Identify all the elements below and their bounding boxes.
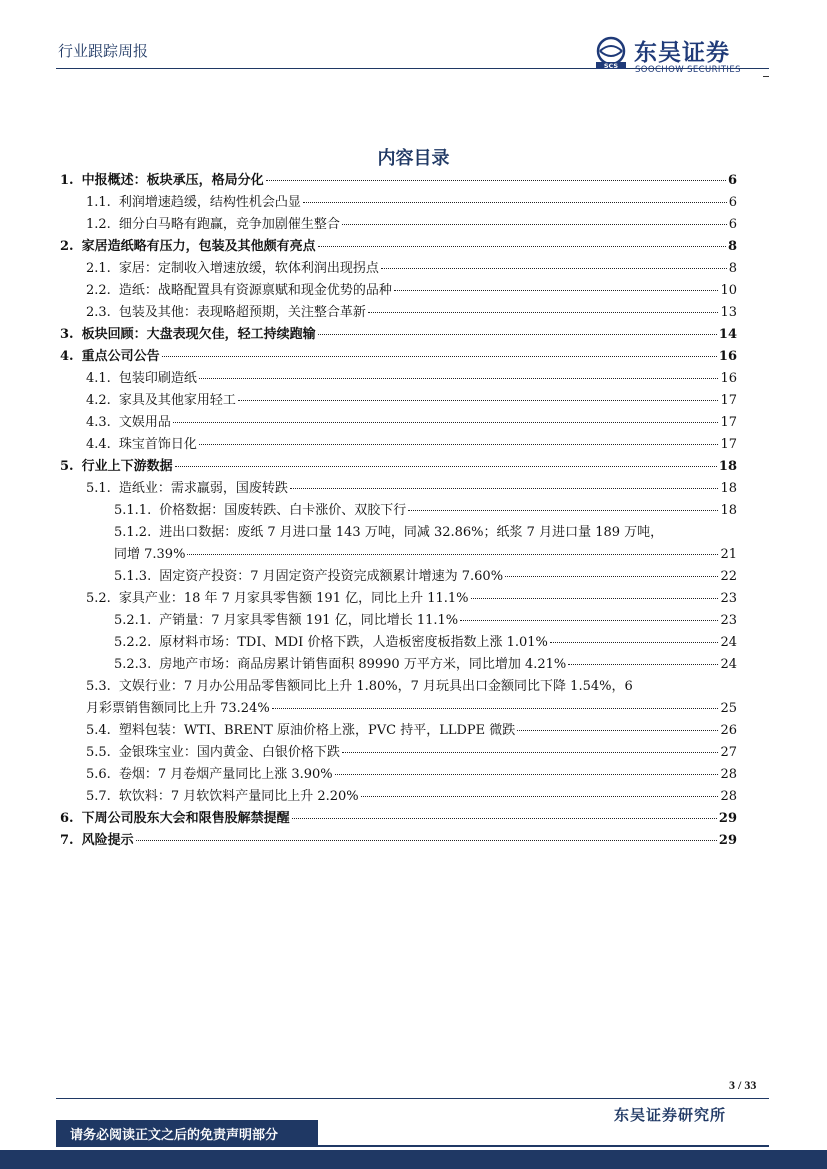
toc-entry-number: 4.4. (86, 437, 111, 452)
toc-title: 内容目录 (377, 148, 450, 169)
toc-leader-dots (517, 730, 718, 731)
toc-entry[interactable] (60, 588, 737, 610)
toc-entry-page: 16 (720, 371, 737, 386)
footer-institute: 东吴证券研究所 (614, 1106, 727, 1124)
toc-entry-page: 21 (720, 547, 737, 562)
toc-entry-text: 进出口数据：废纸 7 月进口量 143 万吨，同减 32.86%；纸浆 7 月进口量 189 万吨， (159, 525, 664, 540)
toc-entry-text: 家居：定制收入增速放缓，软体利润出现拐点 (118, 261, 379, 276)
toc-entry[interactable] (60, 544, 737, 566)
toc-entry-page: 29 (718, 833, 737, 848)
toc-entry-text: 固定资产投资：7 月固定资产投资完成额累计增速为 7.60% (159, 569, 504, 584)
header-tick (763, 76, 769, 77)
toc-entry-text: 造纸：战略配置具有资源禀赋和现金优势的品种 (118, 283, 392, 298)
toc-leader-dots (460, 620, 718, 621)
toc-entry-page: 6 (727, 173, 737, 188)
footer-divider (56, 1098, 769, 1099)
toc-leader-dots (303, 202, 727, 203)
toc-leader-dots (381, 268, 727, 269)
toc-entry-number: 2.1. (86, 261, 111, 276)
toc-entry-page: 22 (720, 569, 737, 584)
toc-leader-dots (408, 510, 718, 511)
toc-entry-text: 利润增速趋缓，结构性机会凸显 (118, 195, 301, 210)
toc-entry-number: 5.1.3. (114, 569, 152, 584)
toc-entry[interactable] (60, 632, 737, 654)
toc-entry-page: 8 (728, 261, 737, 276)
toc-entry-text: 板块回顾：大盘表现欠佳，轻工持续跑输 (81, 327, 316, 342)
toc-leader-dots (175, 466, 717, 467)
toc-entry-text: 包装印刷造纸 (118, 371, 197, 386)
toc-entry-text: 月彩票销售额同比上升 73.24% (86, 701, 270, 716)
toc-entry-text: 卷烟：7 月卷烟产量同比上涨 3.90% (118, 767, 333, 782)
toc-entry-number: 6. (60, 811, 74, 826)
toc-entry[interactable] (60, 346, 737, 368)
toc-leader-dots (318, 334, 717, 335)
toc-leader-dots (238, 400, 719, 401)
toc-entry-page: 26 (720, 723, 737, 738)
toc-entry-page: 18 (718, 459, 737, 474)
logo-mark-text: SCS (603, 62, 619, 70)
toc-entry[interactable] (60, 742, 737, 764)
page-number: 3 / 33 (729, 1078, 757, 1092)
toc-entry-text: 行业上下游数据 (81, 459, 173, 474)
toc-entry-number: 2.2. (86, 283, 111, 298)
toc-leader-dots (335, 774, 719, 775)
toc-entry-page: 17 (720, 437, 737, 452)
toc-entry-text: 文娱用品 (118, 415, 171, 430)
toc-entry-number: 5.7. (86, 789, 111, 804)
toc-leader-dots (136, 840, 717, 841)
toc-entry-number: 1.2. (86, 217, 111, 232)
brand-name-en: SOOCHOW SECURITIES (635, 65, 741, 75)
toc-entry-number: 4.3. (86, 415, 111, 430)
toc-entry-number: 5.2.1. (114, 613, 152, 628)
toc-entry[interactable] (60, 280, 737, 302)
toc-leader-dots (342, 224, 727, 225)
toc-entry-page: 17 (720, 415, 737, 430)
toc-leader-dots (471, 598, 719, 599)
toc-entry[interactable] (60, 258, 737, 280)
toc-leader-dots (318, 246, 726, 247)
toc-entry[interactable] (60, 698, 737, 720)
toc-leader-dots (173, 422, 719, 423)
disclaimer-text: 请务必阅读正文之后的免责声明部分 (70, 1128, 279, 1143)
toc-leader-dots (568, 664, 718, 665)
toc-entry-number: 4.1. (86, 371, 111, 386)
toc-entry-page: 28 (720, 789, 737, 804)
brand-logo-icon (594, 36, 628, 70)
report-type-label: 行业跟踪周报 (58, 42, 149, 60)
toc-leader-dots (550, 642, 719, 643)
toc-entry-page: 25 (720, 701, 737, 716)
toc-entry-text: 家具及其他家用轻工 (118, 393, 236, 408)
toc-entry[interactable] (60, 214, 737, 236)
toc-entry-text: 塑料包装：WTI、BRENT 原油价格上涨，PVC 持平，LLDPE 微跌 (118, 723, 516, 738)
toc-entry-page: 6 (728, 217, 737, 232)
toc-entry[interactable] (60, 522, 737, 544)
toc-entry[interactable] (60, 830, 737, 852)
toc-entry-page: 16 (718, 349, 737, 364)
brand-name-cn: 东吴证券 (634, 40, 730, 66)
toc-entry-number: 4.2. (86, 393, 111, 408)
toc-entry-page: 17 (720, 393, 737, 408)
toc-entry-text: 金银珠宝业：国内黄金、白银价格下跌 (118, 745, 340, 760)
toc-entry[interactable] (60, 500, 737, 522)
toc-entry[interactable] (60, 654, 737, 676)
toc-entry-page: 18 (720, 503, 737, 518)
toc-entry[interactable] (60, 676, 737, 698)
toc-entry-text: 同增 7.39% (114, 547, 186, 562)
brand-logo (594, 34, 774, 76)
toc-entry-number: 5.4. (86, 723, 111, 738)
toc-entry-text: 中报概述：板块承压，格局分化 (81, 173, 264, 188)
toc-entry-text: 软饮料：7 月软饮料产量同比上升 2.20% (118, 789, 359, 804)
toc-entry-page: 8 (727, 239, 737, 254)
toc-entry-page: 14 (718, 327, 737, 342)
toc-entry[interactable] (60, 566, 737, 588)
toc-entry[interactable] (60, 324, 737, 346)
toc-entry-number: 5.2.2. (114, 635, 152, 650)
toc-entry-page: 27 (720, 745, 737, 760)
toc-entry-number: 7. (60, 833, 74, 848)
toc-entry[interactable] (60, 170, 737, 192)
toc-entry-number: 5. (60, 459, 74, 474)
toc-entry-number: 5.2.3. (114, 657, 152, 672)
toc-leader-dots (292, 818, 717, 819)
toc-entry-text: 原材料市场：TDI、MDI 价格下跌，人造板密度板指数上涨 1.01% (159, 635, 548, 650)
toc-entry-text: 下周公司股东大会和限售股解禁提醒 (81, 811, 290, 826)
toc-entry-text: 重点公司公告 (81, 349, 160, 364)
toc-leader-dots (272, 708, 719, 709)
toc-entry-number: 5.1. (86, 481, 111, 496)
toc-entry-number: 5.6. (86, 767, 111, 782)
toc-entry-text: 细分白马略有跑赢，竞争加剧催生整合 (118, 217, 340, 232)
toc-entry[interactable] (60, 192, 737, 214)
toc-leader-dots (187, 554, 718, 555)
toc-entry-text: 文娱行业：7 月办公用品零售额同比上升 1.80%，7 月玩具出口金额同比下降 1.54%，6 (118, 679, 633, 694)
toc-leader-dots (505, 576, 718, 577)
toc-entry-number: 2. (60, 239, 74, 254)
toc-entry-number: 5.3. (86, 679, 111, 694)
toc-entry-number: 5.1.2. (114, 525, 152, 540)
toc-entry[interactable] (60, 302, 737, 324)
toc-entry-page: 10 (720, 283, 737, 298)
toc-leader-dots (199, 444, 719, 445)
toc-entry[interactable] (60, 764, 737, 786)
toc-leader-dots (266, 180, 726, 181)
toc-entry-text: 家具产业：18 年 7 月家具零售额 191 亿，同比上升 11.1% (118, 591, 469, 606)
toc-entry-text: 房地产市场：商品房累计销售面积 89990 万平方米，同比增加 4.21% (159, 657, 567, 672)
toc-entry-page: 23 (720, 591, 737, 606)
toc-leader-dots (199, 378, 719, 379)
toc-entry-number: 1.1. (86, 195, 111, 210)
toc-entry-page: 28 (720, 767, 737, 782)
toc-entry-number: 5.1.1. (114, 503, 152, 518)
toc-entry[interactable] (60, 720, 737, 742)
toc-entry-page: 18 (720, 481, 737, 496)
disclaimer-underline (318, 1145, 769, 1147)
toc-entry[interactable] (60, 456, 737, 478)
bottom-bar (0, 1150, 827, 1169)
toc-entry[interactable] (60, 390, 737, 412)
toc-leader-dots (162, 356, 717, 357)
toc-entry-text: 珠宝首饰日化 (118, 437, 197, 452)
toc-entry-page: 6 (728, 195, 737, 210)
toc-entry-text: 风险提示 (81, 833, 134, 848)
toc-entry-number: 4. (60, 349, 74, 364)
toc-entry[interactable] (60, 412, 737, 434)
toc-entry[interactable] (60, 434, 737, 456)
toc-entry[interactable] (60, 368, 737, 390)
toc-entry-number: 3. (60, 327, 74, 342)
toc-leader-dots (368, 312, 719, 313)
toc-entry-page: 23 (720, 613, 737, 628)
toc-entry[interactable] (60, 610, 737, 632)
toc-entry-text: 产销量：7 月家具零售额 191 亿，同比增长 11.1% (159, 613, 459, 628)
toc-leader-dots (361, 796, 719, 797)
toc-entry-text: 家居造纸略有压力，包装及其他颇有亮点 (81, 239, 316, 254)
toc-leader-dots (394, 290, 719, 291)
toc-entry-number: 1. (60, 173, 74, 188)
toc-entry-text: 价格数据：国废转跌、白卡涨价、双胶下行 (159, 503, 407, 518)
table-of-contents (60, 170, 737, 852)
toc-entry[interactable] (60, 478, 737, 500)
toc-entry-number: 5.2. (86, 591, 111, 606)
toc-entry-page: 13 (720, 305, 737, 320)
toc-entry-text: 包装及其他：表现略超预期，关注整合革新 (118, 305, 366, 320)
toc-entry[interactable] (60, 236, 737, 258)
toc-entry-page: 29 (718, 811, 737, 826)
toc-leader-dots (342, 752, 719, 753)
toc-entry-number: 5.5. (86, 745, 111, 760)
toc-entry-text: 造纸业：需求羸弱，国废转跌 (118, 481, 288, 496)
toc-entry[interactable] (60, 808, 737, 830)
toc-leader-dots (290, 488, 719, 489)
toc-entry[interactable] (60, 786, 737, 808)
toc-entry-number: 2.3. (86, 305, 111, 320)
toc-entry-page: 24 (720, 657, 737, 672)
toc-entry-page: 24 (720, 635, 737, 650)
